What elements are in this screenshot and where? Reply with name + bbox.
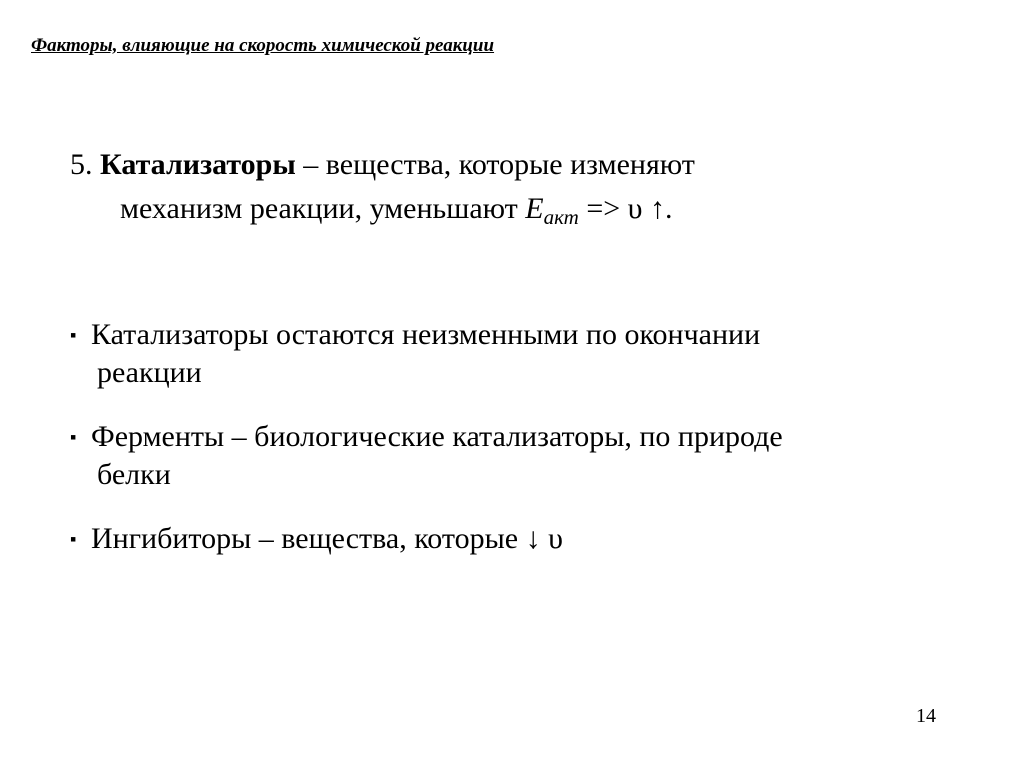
list-item xyxy=(70,316,783,392)
list-item-text: Ферменты – биологические катализаторы, по природе xyxy=(91,420,783,453)
list-item xyxy=(70,520,783,558)
list-item-continuation: белки xyxy=(97,458,171,491)
bullet-marker: ▪ xyxy=(70,325,77,345)
activation-energy-formula xyxy=(525,192,579,229)
bullet-list xyxy=(70,316,783,584)
list-item-continuation: реакции xyxy=(97,356,202,389)
definition-line1: – вещества, которые изменяют xyxy=(295,148,695,181)
list-item-text: Ингибиторы – вещества, которые ↓ υ xyxy=(91,522,563,555)
catalysts-term: Катализаторы xyxy=(100,148,296,181)
catalysts-definition xyxy=(70,143,695,231)
list-item xyxy=(70,418,783,494)
bullet-marker: ▪ xyxy=(70,529,77,549)
bullet-marker: ▪ xyxy=(70,427,77,447)
slide-title: Факторы, влияющие на скорость химической реакции xyxy=(31,35,495,56)
definition-line2 xyxy=(70,187,695,231)
formula-subscript: акт xyxy=(543,205,579,229)
definition-line2-suffix: => υ ↑. xyxy=(578,192,673,225)
formula-e: E xyxy=(525,192,544,225)
definition-line2-prefix: механизм реакции, уменьшают xyxy=(120,192,526,225)
page-number: 14 xyxy=(916,705,936,727)
point-number: 5. xyxy=(70,148,93,181)
list-item-text: Катализаторы остаются неизменными по окончании xyxy=(91,318,761,351)
